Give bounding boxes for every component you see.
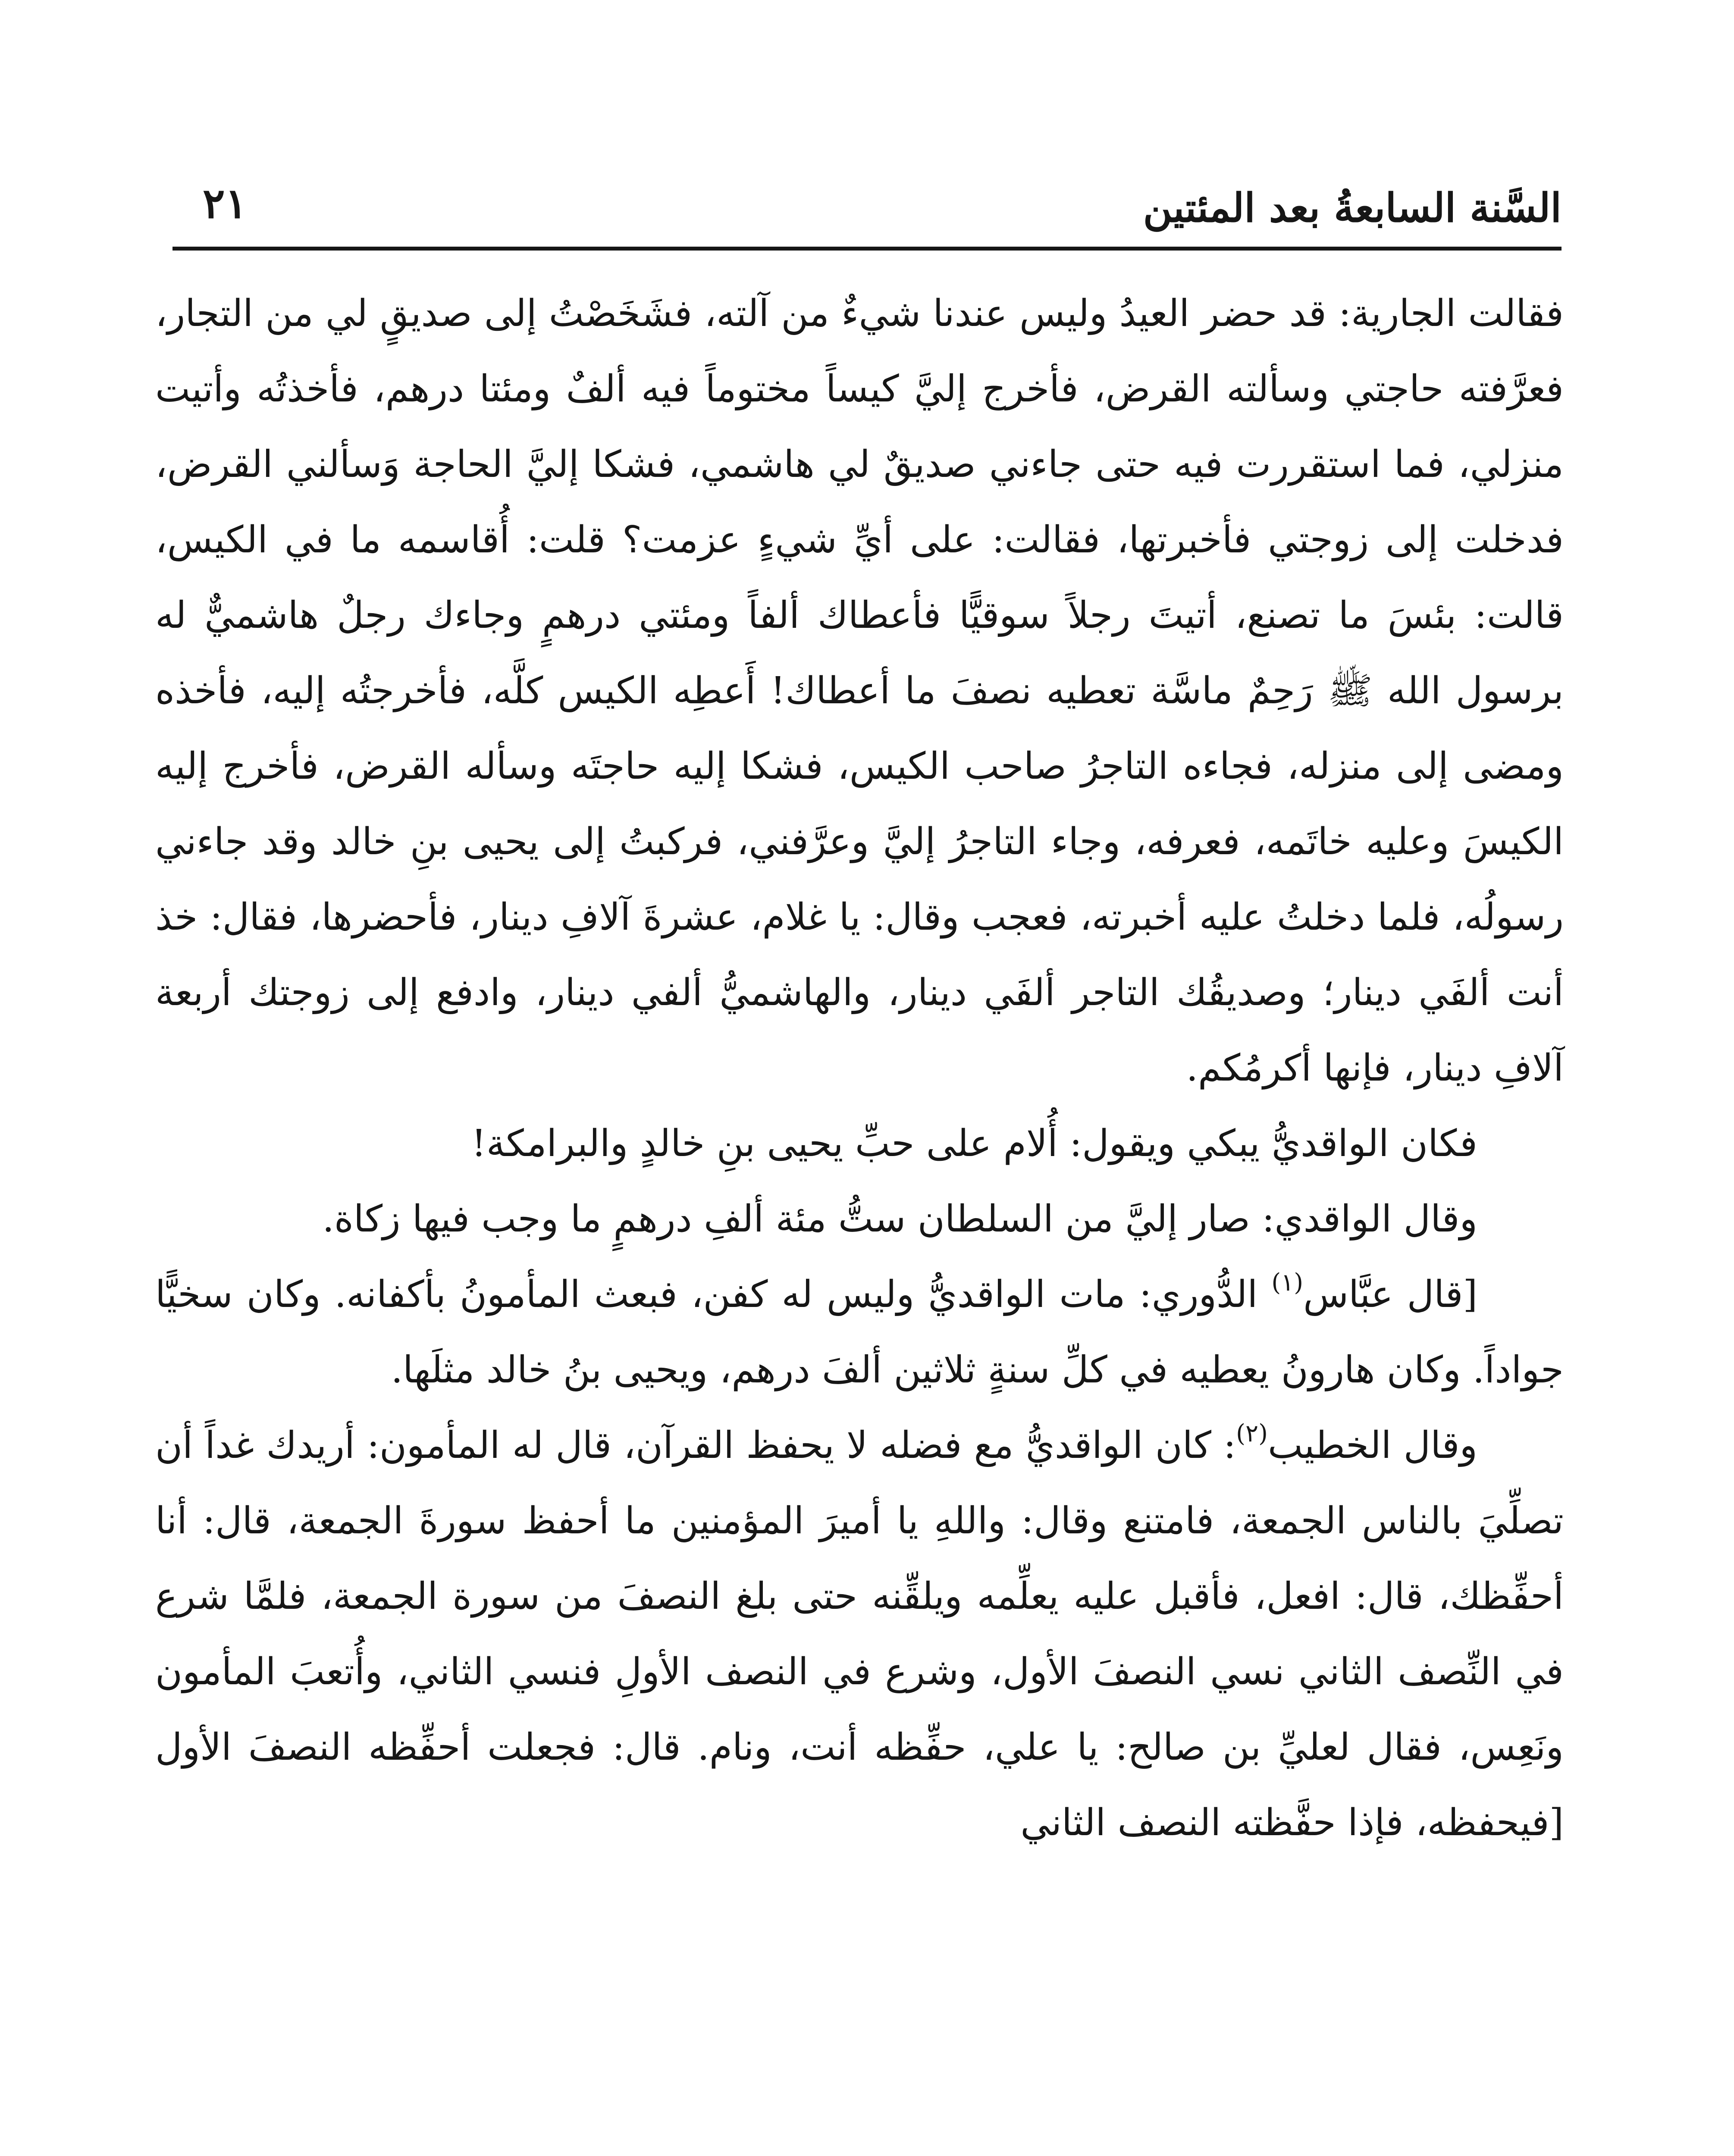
paragraph: فكان الواقديُّ يبكي ويقول: أُلام على حبِّ يحيى بنِ خالدٍ والبرامكة! xyxy=(471,1122,1477,1165)
footnote-ref-2: (٢) xyxy=(1236,1420,1268,1448)
text-run: : كان الواقديُّ مع فضله لا يحفظ القرآن، قال له المأمون: أريدك غداً أن تصلِّيَ بالناس الجمعة، فامتنع وقال: واللهِ يا أميرَ المؤمنين ما أحفظ سورةَ الجمعة، قال: أنا أحفِّظك، قال: افعل، فأقبل عليه يعلِّمه ويلقِّنه حتى بلغ النصفَ من سورة الجمعة، فلمَّا شرع في النِّصف الثاني نسي النصفَ الأول، وشرع في النصف الأولِ فنسي الثاني، وأُتعبَ المأمون ونَعِس، فقال لعليِّ بن صالح: يا علي، حفِّظه أنت، ونام. قال: فجعلت أحفِّظه النصفَ الأول [فيحفظه، فإذا حفَّظته النصف الثاني xyxy=(155,1424,1564,1844)
header-rule xyxy=(172,247,1562,251)
paragraph xyxy=(155,1257,1564,1408)
page-number: ٢١ xyxy=(203,179,248,228)
paragraph xyxy=(155,1408,1564,1861)
running-title: السَّنة السابعةُ بعد المئتين xyxy=(1143,185,1562,231)
text-run: [قال عبَّاس xyxy=(1303,1273,1477,1316)
running-header xyxy=(172,151,1562,237)
paragraph: فقالت الجارية: قد حضر العيدُ وليس عندنا شيءٌ من آلته، فشَخَصْتُ إلى صديقٍ لي من التجار، فعرَّفته حاجتي وسألته القرض، فأخرج إليَّ كيساً مختوماً فيه ألفٌ ومئتا درهم، فأخذتُه وأتيت منزلي، فما استقررت فيه حتى جاءني صديقٌ لي هاشمي، فشكا إليَّ الحاجة وَسألني القرض، فدخلت إلى زوجتي فأخبرتها، فقالت: على أيِّ شيءٍ عزمت؟ قلت: أُقاسمه ما في الكيس، قالت: بئسَ ما تصنع، أتيتَ رجلاً سوقيًّا فأعطاك ألفاً ومئتي درهمٍ وجاءك رجلٌ هاشميٌّ له برسول الله ﷺ رَحِمٌ ماسَّة تعطيه نصفَ ما أعطاك! أَعطِه الكيس كلَّه، فأخرجتُه إليه، فأخذه ومضى إلى منزله، فجاءه التاجرُ صاحب الكيس، فشكا إليه حاجتَه وسأله القرض، فأخرج إليه الكيسَ وعليه خاتَمه، فعرفه، وجاء التاجرُ إليَّ وعرَّفني، فركبتُ إلى يحيى بنِ خالد وقد جاءني رسولُه، فلما دخلتُ عليه أخبرته، فعجب وقال: يا غلام، عشرةَ آلافِ دينار، فأحضرها، فقال: خذ أنت ألفَي دينار؛ وصديقُك التاجر ألفَي دينار، والهاشميُّ ألفي دينار، وادفع إلى زوجتك أربعة آلافِ دينار، فإنها أكرمُكم. xyxy=(155,292,1564,1090)
footnote-ref-1: (١) xyxy=(1271,1269,1304,1297)
main-text xyxy=(155,276,1564,1861)
paragraph: وقال الواقدي: صار إليَّ من السلطان ستُّ مئة ألفِ درهمٍ ما وجب فيها زكاة. xyxy=(322,1197,1477,1241)
text-run: الدُّوري: مات الواقديُّ وليس له كفن، فبعث المأمونُ بأكفانه. وكان سخيًّا جواداً. وكان هارونُ يعطيه في كلِّ سنةٍ ثلاثين ألفَ درهم، ويحيى بنُ خالد مثلَها. xyxy=(155,1273,1564,1391)
text-run: وقال الخطيب xyxy=(1267,1424,1477,1467)
